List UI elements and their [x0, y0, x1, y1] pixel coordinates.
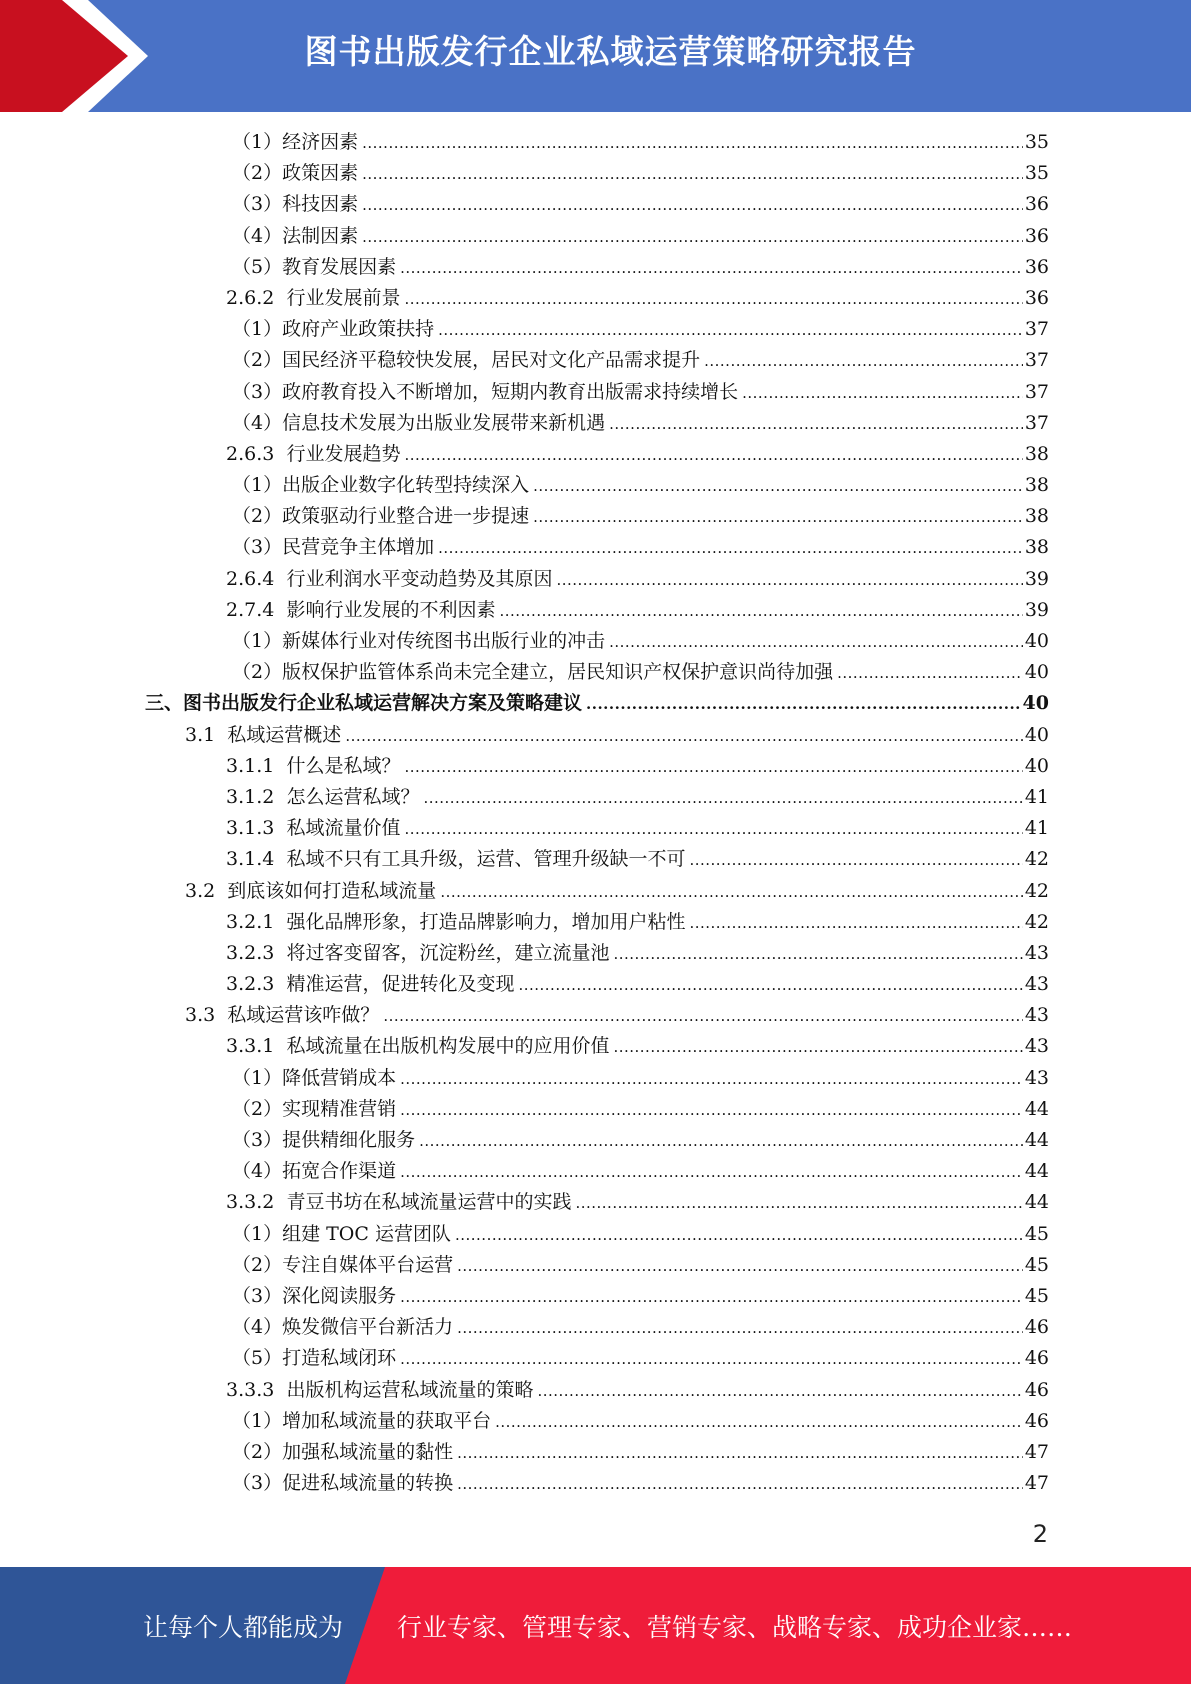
toc-entry-number: 3.3.3: [226, 1378, 287, 1401]
toc-entry[interactable]: [0, 1187, 1049, 1218]
toc-entry[interactable]: [0, 844, 1049, 875]
toc-dot-leader: [362, 128, 1023, 159]
toc-entry-number: （4）: [232, 224, 283, 247]
toc-dot-leader: [609, 627, 1023, 658]
toc-entry-title: 什么是私域？: [286, 754, 401, 777]
toc-entry-page: 43: [1024, 1004, 1049, 1027]
toc-entry-number: 3.1.3: [226, 817, 287, 840]
toc-entry-page: 44: [1024, 1129, 1049, 1151]
toc-entry-title: 降低营销成本: [282, 1066, 397, 1089]
toc-dot-leader: [495, 1407, 1023, 1438]
toc-entry[interactable]: [0, 969, 1049, 1000]
toc-entry[interactable]: [0, 1375, 1049, 1406]
footer-slogan-left: 让每个人都能成为: [143, 1613, 344, 1642]
toc-dot-leader: [455, 1220, 1023, 1251]
toc-entry[interactable]: [0, 938, 1049, 969]
toc-dot-leader: [400, 1095, 1023, 1126]
toc-entry-number: 3.1.1: [226, 754, 287, 777]
toc-entry-title: 提供精细化服务: [282, 1129, 416, 1151]
toc-entry-title: 行业利润水平变动趋势及其原因: [286, 567, 553, 590]
toc-entry-number: 3.2.3: [226, 941, 287, 964]
toc-entry-title: 强化品牌形象，打造品牌影响力，增加用户粘性: [286, 910, 686, 933]
toc-entry-title: 将过客变留客，沉淀粉丝，建立流量池: [286, 941, 610, 964]
toc-dot-leader: [518, 970, 1022, 1001]
toc-entry-page: 37: [1024, 349, 1049, 372]
toc-dot-leader: [404, 814, 1022, 845]
toc-entry[interactable]: [0, 345, 1049, 376]
toc-entry-number: （5）: [232, 255, 283, 278]
toc-entry-title: 拓宽合作渠道: [282, 1160, 397, 1183]
toc-entry-title: 行业发展趋势: [286, 442, 401, 465]
toc-entry-page: 45: [1024, 1253, 1049, 1276]
toc-dot-leader: [837, 658, 1023, 689]
toc-entry-page: 45: [1024, 1222, 1049, 1245]
toc-dot-leader: [438, 315, 1023, 346]
toc-entry-number: （3）: [232, 193, 283, 216]
toc-entry-number: （2）: [232, 349, 283, 372]
toc-entry[interactable]: [0, 1031, 1049, 1062]
toc-entry[interactable]: [0, 1343, 1049, 1374]
toc-entry[interactable]: [0, 408, 1049, 439]
toc-entry-page: 36: [1024, 255, 1049, 278]
toc-entry[interactable]: [0, 377, 1049, 408]
toc-entry[interactable]: [0, 501, 1049, 532]
toc-entry-page: 43: [1024, 1035, 1049, 1058]
toc-entry-title: 私域运营概述: [227, 723, 342, 746]
toc-dot-leader: [404, 752, 1022, 783]
toc-dot-leader: [742, 378, 1023, 409]
toc-entry[interactable]: [0, 127, 1049, 158]
toc-entry-number: 3.1: [185, 723, 228, 746]
toc-entry[interactable]: [0, 813, 1049, 844]
toc-entry[interactable]: [0, 1000, 1049, 1031]
toc-entry[interactable]: [0, 564, 1049, 595]
toc-entry[interactable]: [0, 1094, 1049, 1125]
toc-entry-page: 35: [1024, 162, 1049, 185]
toc-entry-page: 45: [1024, 1284, 1049, 1307]
toc-entry-number: （3）: [232, 1472, 283, 1495]
toc-entry-number: （2）: [232, 505, 283, 528]
toc-dot-leader: [457, 1469, 1023, 1500]
toc-entry-number: （2）: [232, 1253, 283, 1276]
toc-entry-number: （1）: [232, 1222, 283, 1245]
toc-entry-page: 36: [1024, 286, 1049, 309]
page-footer: [0, 1567, 1191, 1684]
toc-dot-leader: [613, 1032, 1022, 1063]
toc-dot-leader: [400, 253, 1023, 284]
toc-entry-page: 38: [1024, 474, 1049, 497]
toc-entry-page: 38: [1024, 442, 1049, 465]
toc-entry-title: 教育发展因素: [282, 255, 397, 278]
toc-entry-number: （1）: [232, 131, 283, 153]
toc-entry-title: 到底该如何打造私域流量: [227, 879, 437, 902]
toc-entry-title: 青豆书坊在私域流量运营中的实践: [286, 1191, 572, 1214]
toc-entry-number: 3.1.4: [226, 848, 287, 871]
toc-entry-title: 组建 TOC 运营团队: [282, 1222, 451, 1245]
toc-entry[interactable]: [0, 1219, 1049, 1250]
toc-entry[interactable]: [0, 907, 1049, 938]
toc-dot-leader: [457, 1313, 1023, 1344]
toc-dot-leader: [423, 783, 1022, 814]
toc-entry-title: 专注自媒体平台运营: [282, 1253, 454, 1276]
toc-entry-number: （2）: [232, 1097, 283, 1120]
toc-entry[interactable]: [0, 1281, 1049, 1312]
toc-entry-title: 精准运营，促进转化及变现: [286, 973, 515, 996]
toc-entry[interactable]: [0, 1468, 1049, 1499]
report-title: 图书出版发行企业私域运营策略研究报告: [304, 32, 917, 71]
toc-entry-page: 42: [1024, 879, 1049, 902]
toc-dot-leader: [689, 845, 1022, 876]
toc-entry-title: 民营竞争主体增加: [282, 536, 435, 559]
toc-entry-number: 3.3.1: [226, 1035, 287, 1058]
toc-entry-page: 38: [1024, 505, 1049, 528]
toc-entry-page: 44: [1024, 1160, 1049, 1183]
page-number: 2: [1032, 1520, 1048, 1548]
toc-entry-title: 科技因素: [282, 193, 359, 216]
toc-entry-page: 41: [1024, 785, 1049, 808]
toc-dot-leader: [419, 1126, 1023, 1157]
toc-entry[interactable]: [0, 314, 1049, 345]
toc-dot-leader: [362, 222, 1023, 253]
toc-entry-page: 39: [1024, 567, 1049, 590]
toc-entry-title: 经济因素: [282, 131, 359, 153]
toc-entry-page: 43: [1024, 973, 1049, 996]
toc-entry-page: 42: [1024, 848, 1049, 871]
toc-entry-title: 增加私域流量的获取平台: [282, 1409, 492, 1432]
toc-entry-page: 46: [1024, 1409, 1049, 1432]
toc-entry-number: （3）: [232, 536, 283, 559]
toc-entry[interactable]: [0, 283, 1049, 314]
toc-entry-number: （4）: [232, 411, 283, 434]
toc-entry-page: 43: [1024, 1066, 1049, 1089]
toc-entry-page: 41: [1024, 817, 1049, 840]
toc-entry-title: 实现精准营销: [282, 1097, 397, 1120]
toc-dot-leader: [533, 471, 1023, 502]
toc-dot-leader: [537, 1376, 1022, 1407]
toc-entry-title: 私域流量价值: [286, 817, 401, 840]
toc-entry[interactable]: [0, 158, 1049, 189]
toc-entry-title: 加强私域流量的黏性: [282, 1440, 454, 1463]
toc-dot-leader: [457, 1438, 1023, 1469]
toc-entry-number: （1）: [232, 474, 283, 497]
toc-dot-leader: [586, 689, 1021, 720]
toc-entry-number: （3）: [232, 1129, 283, 1151]
toc-entry-number: 2.7.4: [226, 598, 287, 621]
toc-entry-page: 47: [1024, 1440, 1049, 1463]
toc-entry[interactable]: [0, 221, 1049, 252]
toc-dot-leader: [345, 721, 1023, 752]
toc-entry[interactable]: [0, 1063, 1049, 1094]
toc-entry-page: 40: [1024, 723, 1049, 746]
toc-dot-leader: [404, 440, 1022, 471]
toc-dot-leader: [362, 190, 1023, 221]
toc-entry[interactable]: [0, 470, 1049, 501]
toc-entry-page: 44: [1024, 1191, 1049, 1214]
toc-entry-page: 37: [1024, 380, 1049, 403]
toc-entry-title: 出版企业数字化转型持续深入: [282, 474, 530, 497]
toc-entry-number: 3.2.3: [226, 973, 287, 996]
toc-entry-number: 3.1.2: [226, 785, 287, 808]
toc-entry-number: （3）: [232, 1284, 283, 1307]
toc-entry-title: 三、图书出版发行企业私域运营解决方案及策略建议: [145, 692, 583, 715]
toc-entry-number: （1）: [232, 1066, 283, 1089]
toc-dot-leader: [556, 565, 1022, 596]
toc-dot-leader: [609, 409, 1023, 440]
toc-entry-number: 3.3.2: [226, 1191, 287, 1214]
toc-entry-title: 法制因素: [282, 224, 359, 247]
toc-dot-leader: [383, 1001, 1023, 1032]
toc-entry-page: 40: [1024, 661, 1049, 684]
toc-dot-leader: [404, 284, 1022, 315]
toc-entry[interactable]: [0, 626, 1049, 657]
toc-dot-leader: [400, 1282, 1023, 1313]
toc-dot-leader: [499, 596, 1022, 627]
toc-entry-page: 35: [1024, 131, 1049, 153]
toc-entry[interactable]: [0, 751, 1049, 782]
toc-entry[interactable]: [0, 688, 1049, 719]
toc-entry-page: 40: [1024, 630, 1049, 652]
toc-entry[interactable]: [0, 782, 1049, 813]
toc-entry-title: 政府产业政策扶持: [282, 318, 435, 341]
toc-entry[interactable]: [0, 1406, 1049, 1437]
toc-entry-number: （4）: [232, 1316, 283, 1339]
toc-entry[interactable]: [0, 1125, 1049, 1156]
toc-entry-title: 影响行业发展的不利因素: [286, 598, 496, 621]
toc-dot-leader: [689, 908, 1022, 939]
toc-entry[interactable]: [0, 657, 1049, 688]
toc-entry-number: （3）: [232, 380, 283, 403]
toc-entry-title: 促进私域流量的转换: [282, 1472, 454, 1495]
toc-entry-page: 37: [1024, 411, 1049, 434]
toc-entry-title: 私域流量在出版机构发展中的应用价值: [286, 1035, 610, 1058]
toc-entry[interactable]: [0, 439, 1049, 470]
toc-entry-page: 40: [1024, 754, 1049, 777]
toc-entry[interactable]: [0, 252, 1049, 283]
toc-entry[interactable]: [0, 595, 1049, 626]
toc-entry-title: 打造私域闭环: [282, 1347, 397, 1370]
toc-dot-leader: [457, 1251, 1023, 1282]
toc-dot-leader: [362, 159, 1023, 190]
toc-entry-page: 46: [1024, 1316, 1049, 1339]
toc-entry-number: （1）: [232, 630, 283, 652]
toc-entry-title: 国民经济平稳较快发展，居民对文化产品需求提升: [282, 349, 701, 372]
toc-entry[interactable]: [0, 532, 1049, 563]
toc-entry-number: 3.2: [185, 879, 228, 902]
toc-dot-leader: [400, 1064, 1023, 1095]
toc-entry-number: （2）: [232, 162, 283, 185]
toc-entry-title: 焕发微信平台新活力: [282, 1316, 454, 1339]
toc-entry-title: 政策因素: [282, 162, 359, 185]
toc-entry-number: （1）: [232, 1409, 283, 1432]
toc-entry-page: 37: [1024, 318, 1049, 341]
toc-entry-number: （4）: [232, 1160, 283, 1183]
toc-dot-leader: [575, 1188, 1022, 1219]
toc-entry-page: 47: [1024, 1472, 1049, 1495]
toc-entry[interactable]: [0, 1312, 1049, 1343]
toc-dot-leader: [440, 877, 1023, 908]
toc-entry-title: 出版机构运营私域流量的策略: [286, 1378, 534, 1401]
toc-entry-title: 版权保护监管体系尚未完全建立，居民知识产权保护意识尚待加强: [282, 661, 834, 684]
toc-entry[interactable]: [0, 1156, 1049, 1187]
toc-entry-page: 43: [1024, 941, 1049, 964]
toc-entry-title: 新媒体行业对传统图书出版行业的冲击: [282, 630, 606, 652]
toc-dot-leader: [400, 1344, 1023, 1375]
toc-entry-number: （5）: [232, 1347, 283, 1370]
toc-entry-page: 39: [1024, 598, 1049, 621]
toc-dot-leader: [704, 346, 1023, 377]
toc-entry-number: 3.2.1: [226, 910, 287, 933]
toc-entry-title: 政策驱动行业整合进一步提速: [282, 505, 530, 528]
toc-dot-leader: [533, 502, 1023, 533]
toc-entry-title: 政府教育投入不断增加，短期内教育出版需求持续增长: [282, 380, 739, 403]
toc-dot-leader: [400, 1157, 1023, 1188]
toc-entry[interactable]: [0, 876, 1049, 907]
toc-entry[interactable]: [0, 1437, 1049, 1468]
toc-entry-page: 40: [1022, 692, 1049, 715]
toc-entry-number: （2）: [232, 661, 283, 684]
toc-entry-number: 2.6.4: [226, 567, 287, 590]
toc-dot-leader: [613, 939, 1022, 970]
toc-entry-title: 行业发展前景: [286, 286, 401, 309]
footer-slogan-right: 行业专家、管理专家、营销专家、战略专家、成功企业家……: [397, 1613, 1073, 1642]
page-header: [0, 0, 1191, 112]
toc-entry[interactable]: [0, 720, 1049, 751]
table-of-contents: [0, 127, 1191, 1499]
toc-entry-title: 私域运营该咋做？: [227, 1004, 380, 1027]
toc-dot-leader: [438, 533, 1023, 564]
toc-entry-page: 36: [1024, 224, 1049, 247]
toc-entry-number: （2）: [232, 1440, 283, 1463]
toc-entry-number: 2.6.2: [226, 286, 287, 309]
toc-entry[interactable]: [0, 189, 1049, 220]
toc-entry-title: 深化阅读服务: [282, 1284, 397, 1307]
toc-entry-title: 信息技术发展为出版业发展带来新机遇: [282, 411, 606, 434]
toc-entry[interactable]: [0, 1250, 1049, 1281]
toc-entry-number: （1）: [232, 318, 283, 341]
toc-entry-title: 怎么运营私域？: [286, 785, 420, 808]
toc-entry-number: 2.6.3: [226, 442, 287, 465]
toc-entry-number: 3.3: [185, 1004, 228, 1027]
toc-entry-page: 46: [1024, 1378, 1049, 1401]
toc-entry-page: 42: [1024, 910, 1049, 933]
toc-entry-page: 46: [1024, 1347, 1049, 1370]
toc-entry-page: 38: [1024, 536, 1049, 559]
toc-entry-page: 44: [1024, 1097, 1049, 1120]
toc-entry-title: 私域不只有工具升级，运营、管理升级缺一不可: [286, 848, 686, 871]
toc-entry-page: 36: [1024, 193, 1049, 216]
